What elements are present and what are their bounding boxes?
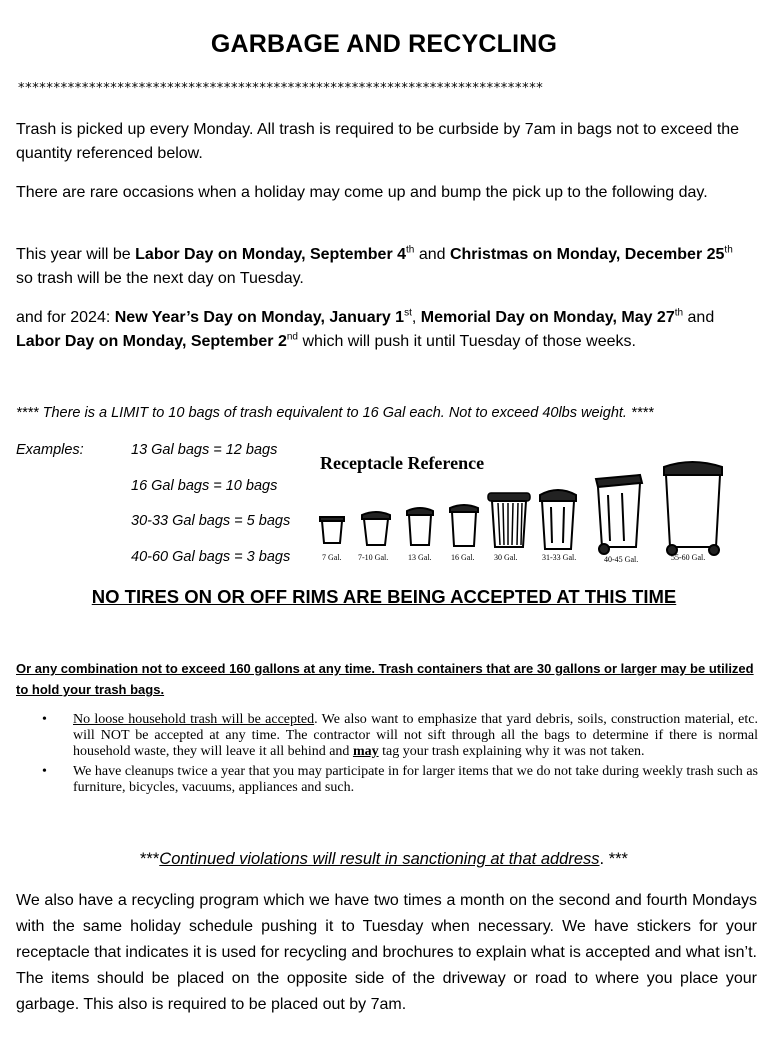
can-label: 31-33 Gal. — [542, 553, 577, 562]
can-7-10-gal-icon — [362, 512, 390, 545]
receptacle-reference-title: Receptacle Reference — [320, 453, 485, 473]
example-item: 30-33 Gal bags = 5 bags — [131, 513, 291, 529]
can-30-gal-icon — [488, 493, 530, 547]
can-31-33-gal-icon — [540, 490, 576, 549]
list-item: • We have cleanups twice a year that you may participate in for larger items that we do not take during weekly trash such as furniture, bicycles, vacuums, appliances and such. — [42, 764, 758, 795]
can-40-45-gal-icon — [596, 475, 642, 554]
can-label: 30 Gal. — [494, 553, 518, 562]
intro-paragraph-2: There are rare occasions when a holiday may come up and bump the pick up to the following day. — [16, 184, 708, 201]
can-label: 13 Gal. — [408, 553, 432, 562]
holiday-paragraph-2023: This year will be Labor Day on Monday, September 4th and Christmas on Monday, December 25th so trash will be the next day on Tuesday. — [16, 244, 733, 287]
examples-label: Examples: — [16, 442, 84, 458]
example-item: 40-60 Gal bags = 3 bags — [131, 549, 291, 565]
can-label: 55-60 Gal. — [671, 553, 706, 562]
can-13-gal-icon — [407, 508, 433, 545]
holiday-christmas: Christmas on Monday, December 25 — [449, 246, 725, 263]
can-16-gal-icon — [450, 505, 478, 546]
rules-list — [42, 712, 758, 800]
combination-limit-notice: Or any combination not to exceed 160 gallons at any time. Trash containers that are 30 gallons or larger may be utilized to hold your trash bags. — [16, 661, 754, 697]
violations-warning: ***Continued violations will result in sanctioning at that address. *** — [140, 850, 628, 868]
page-title: GARBAGE AND RECYCLING — [210, 30, 558, 58]
example-item: 13 Gal bags = 12 bags — [131, 442, 278, 458]
no-tires-notice: NO TIRES ON OR OFF RIMS ARE BEING ACCEPTED AT THIS TIME — [91, 586, 677, 607]
can-7-gal-icon — [320, 517, 344, 543]
star-divider: ************************************************************************** — [18, 81, 544, 96]
list-item: • No loose household trash will be accepted. We also want to emphasize that yard debris, soils, construction material, etc. will NOT be accepted at any time. The contractor will not sift through all the bags to determine if there is normal household waste, they will leave it all behind and may tag your trash explaining why it was not taken. — [42, 712, 758, 759]
intro-paragraph-1: Trash is picked up every Monday. All trash is required to be curbside by 7am in bags not to exceed the quantity referenced below. — [16, 121, 740, 162]
holiday-paragraph-2024: and for 2024: New Year’s Day on Monday, January 1st, Memorial Day on Monday, May 27th and Labor Day on Monday, September 2nd which will push it until Tuesday of those weeks. — [16, 307, 715, 350]
can-label: 40-45 Gal. — [604, 555, 639, 564]
holiday-new-years: New Year’s Day on Monday, January 1 — [114, 309, 405, 326]
holiday-labor-day-2024: Labor Day on Monday, September 2 — [16, 333, 287, 350]
recycling-paragraph: We also have a recycling program which we have two times a month on the second and fourth Mondays with the same holiday schedule pushing it to Tuesday when necessary. We have stickers for your receptacle that indicates it is used for recycling and brochures to explain what is accepted and what isn’t. The items should be placed on the opposite side of the driveway or road to where you place your garbage. This also is required to be placed out by 7am. — [16, 892, 757, 1013]
can-55-60-gal-icon — [664, 462, 722, 555]
can-label: 16 Gal. — [451, 553, 475, 562]
example-item: 16 Gal bags = 10 bags — [131, 478, 278, 494]
can-label: 7 Gal. — [322, 553, 342, 562]
bag-limit-notice: **** There is a LIMIT to 10 bags of trash equivalent to 16 Gal each. Not to exceed 40lbs weight. **** — [16, 405, 654, 421]
can-label: 7-10 Gal. — [358, 553, 389, 562]
holiday-memorial-day: Memorial Day on Monday, May 27 — [420, 309, 675, 326]
holiday-labor-day: Labor Day on Monday, September 4 — [135, 246, 407, 263]
